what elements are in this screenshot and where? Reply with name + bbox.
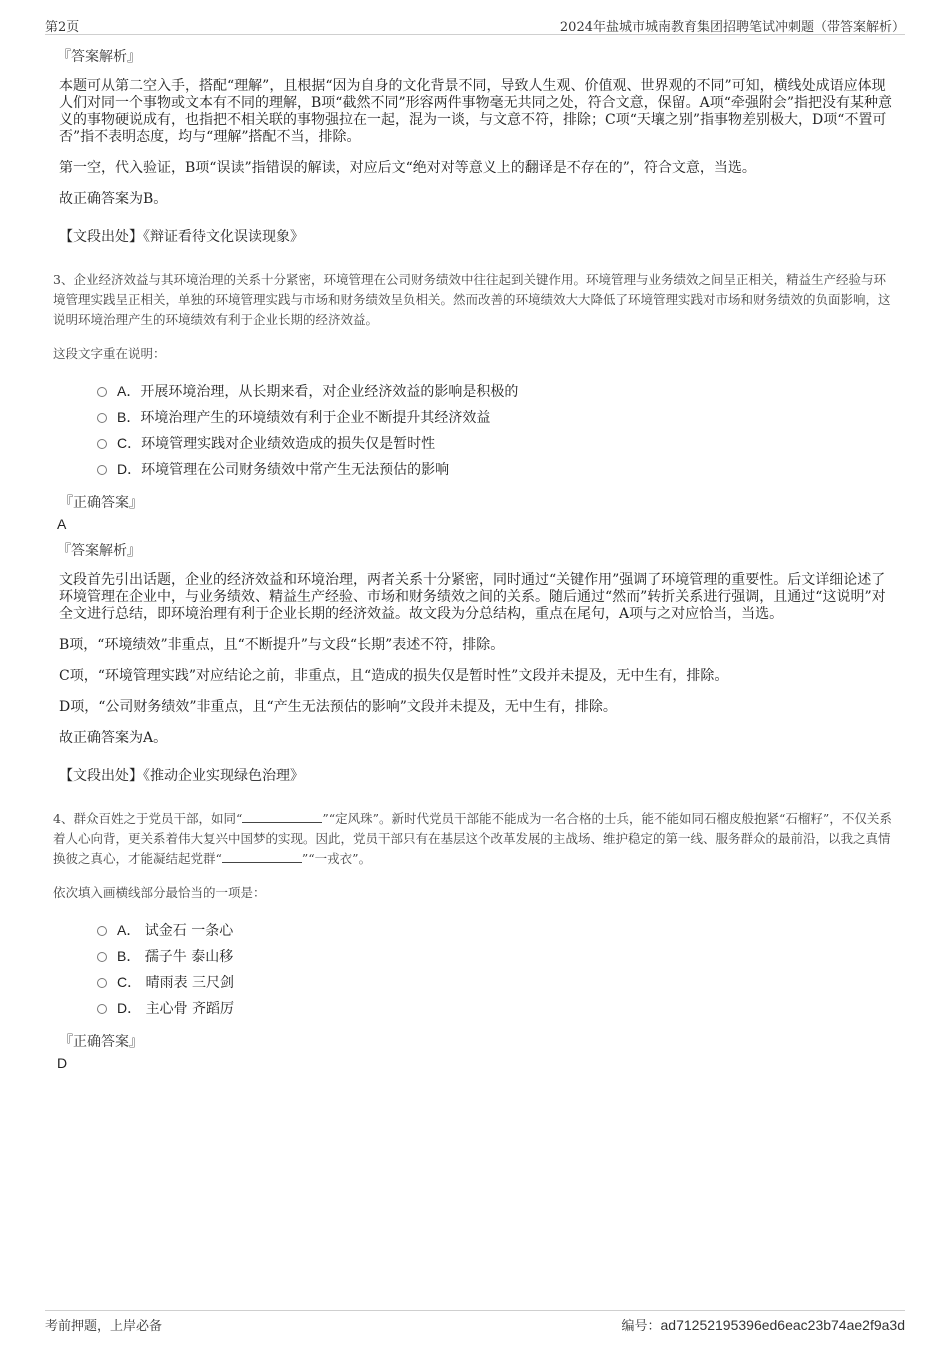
- analysis-label: 『答案解析』: [57, 49, 141, 65]
- option-a[interactable]: A． 试金石 一条心: [97, 917, 893, 943]
- option-a[interactable]: A．开展环境治理，从长期来看，对企业经济效益的影响是积极的: [97, 378, 893, 404]
- fill-blank-1: [242, 810, 322, 823]
- page-header: [45, 14, 905, 35]
- question-4-text: 4、群众百姓之于党员干部，如同“ ”“定风珠”。新时代党员干部能不能成为一名合格的士兵，能不能如同石榴皮般抱紧“石榴籽”，不仅关系着人心向背，更关系着伟大复兴中国梦的实现。因此，党员干部只有在基层这个改革发展的主战场、维护稳定的第一线、服务群众的最前沿，以我之真情换彼之真心，才能凝结起党群“ ”“一戎衣”。: [53, 811, 892, 866]
- document-code: [622, 1315, 906, 1334]
- analysis-paragraph: 本题可从第二空入手，搭配“理解”，且根据“因为自身的文化背景不同，导致人生观、价值观、世界观的不同”可知，横线处成语应体现人们对同一个事物或文本有不同的理解，B项“截然不同”形容两件事物毫无共同之处，符合文意，保留。A项“牵强附会”指把没有某种意义的事物硬说成有，也指把不相关联的事物强拉在一起，混为一谈，与文意不符，排除；C项“天壤之别”指事物差别极大，D项“不置可否”指不表明态度，均与“理解”搭配不当，排除。: [59, 78, 893, 145]
- correct-answer-label: 『正确答案』: [59, 495, 143, 511]
- radio-button-icon[interactable]: [97, 413, 107, 423]
- question-3-text: 3、企业经济效益与其环境治理的关系十分紧密，环境管理在公司财务绩效中往往起到关键作用。环境管理与业务绩效之间呈正相关，精益生产经验与环境管理实践呈正相关，单独的环境管理实践与市场和财务绩效呈负相关。然而改善的环境绩效大大降低了环境管理实践对市场和财务绩效的负面影响，这说明环境治理产生的环境绩效有利于企业长期的经济效益。: [53, 272, 891, 327]
- analysis-conclusion: 故正确答案为A。: [59, 730, 168, 746]
- analysis-paragraph: B项，“环境绩效”非重点，且“不断提升”与文段“长期”表述不符，排除。: [59, 637, 505, 653]
- source-citation: 【文段出处】《推动企业实现绿色治理》: [59, 768, 304, 784]
- question-3-prompt: 这段文字重在说明：: [53, 346, 166, 361]
- option-c[interactable]: C． 晴雨表 三尺剑: [97, 969, 893, 995]
- document-title: 2024年盐城市城南教育集团招聘笔试冲刺题（带答案解析）: [559, 20, 905, 35]
- radio-button-icon[interactable]: [97, 926, 107, 936]
- analysis-paragraph: 文段首先引出话题，企业的经济效益和环境治理，两者关系十分紧密，同时通过“关键作用”强调了环境管理的重要性。后文详细论述了环境管理在企业中，与业务绩效、精益生产经验、市场和财务绩效之间的关系。随后通过“然而”转折关系进行强调，且通过“这说明”对全文进行总结，即环境治理有利于企业长期的经济效益。故文段为分总结构，重点在尾句，A项与之对应恰当，当选。: [59, 572, 886, 622]
- correct-answer-value: A: [57, 516, 67, 532]
- radio-button-icon[interactable]: [97, 465, 107, 475]
- radio-button-icon[interactable]: [97, 978, 107, 988]
- correct-answer-value: D: [57, 1055, 68, 1071]
- analysis-paragraph: C项，“环境管理实践”对应结论之前，非重点，且“造成的损失仅是暂时性”文段并未提及，无中生有，排除。: [59, 668, 729, 684]
- question-4-options: [97, 917, 893, 1021]
- radio-button-icon[interactable]: [97, 439, 107, 449]
- question-4-prompt: 依次填入画横线部分最恰当的一项是：: [53, 885, 266, 900]
- radio-button-icon[interactable]: [97, 387, 107, 397]
- radio-button-icon[interactable]: [97, 1004, 107, 1014]
- source-citation: 【文段出处】《辩证看待文化误读现象》: [59, 229, 304, 245]
- option-d[interactable]: D．环境管理在公司财务绩效中常产生无法预估的影响: [97, 456, 893, 482]
- code-label: 编号：: [621, 1319, 661, 1334]
- correct-answer-label: 『正确答案』: [59, 1034, 143, 1050]
- option-b[interactable]: B．环境治理产生的环境绩效有利于企业不断提升其经济效益: [97, 404, 893, 430]
- code-value: ad71252195396ed6eac23b74ae2f9a3d: [660, 1317, 905, 1333]
- footer-slogan: 考前押题，上岸必备: [45, 1319, 163, 1334]
- page-number: 第2页: [45, 20, 80, 35]
- analysis-conclusion: 故正确答案为B。: [59, 191, 168, 207]
- option-b[interactable]: B． 孺子牛 泰山移: [97, 943, 893, 969]
- question-3-options: [97, 378, 893, 482]
- analysis-paragraph: D项，“公司财务绩效”非重点，且“产生无法预估的影响”文段并未提及，无中生有，排除。: [59, 699, 617, 715]
- radio-button-icon[interactable]: [97, 952, 107, 962]
- option-c[interactable]: C．环境管理实践对企业绩效造成的损失仅是暂时性: [97, 430, 893, 456]
- option-d[interactable]: D． 主心骨 齐蹈厉: [97, 995, 893, 1021]
- page-content: [53, 38, 893, 1071]
- page-footer: [45, 1310, 905, 1333]
- analysis-paragraph: 第一空，代入验证，B项“误读”指错误的解读，对应后文“绝对对等意义上的翻译是不存在的”，符合文意，当选。: [59, 160, 756, 176]
- analysis-label: 『答案解析』: [57, 543, 141, 559]
- fill-blank-2: [222, 850, 302, 863]
